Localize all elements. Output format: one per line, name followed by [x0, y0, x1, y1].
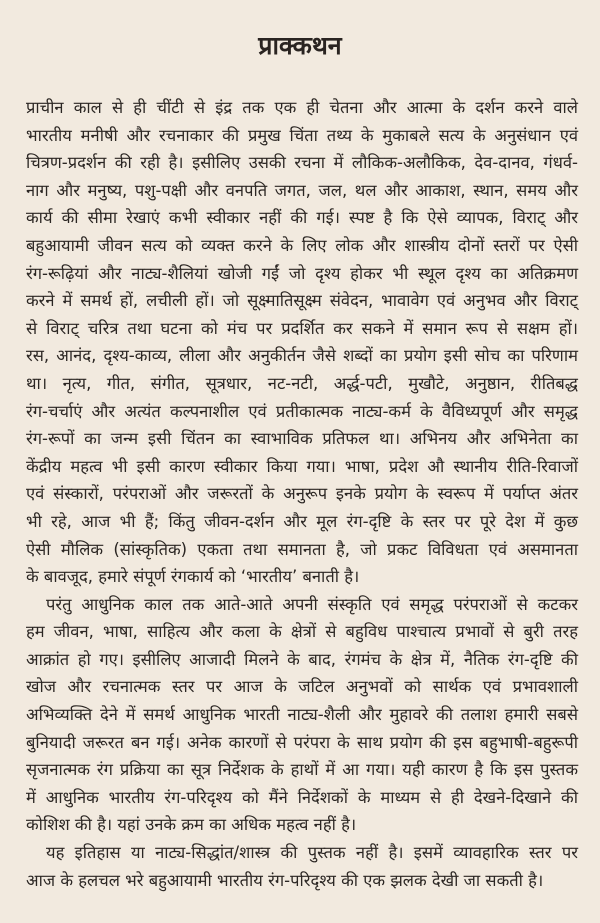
paragraph: [26, 94, 578, 591]
text-line: भी रहे, आज भी हैं; किंतु जीवन-दर्शन और मूल रंग-दृष्टि के स्तर पर पूरे देश में कुछ: [26, 511, 578, 531]
text-line: सृजनात्मक रंग प्रक्रिया का सूत्र निर्देशक के हाथों में आ गया। यही कारण है कि इस पुस्तक: [26, 760, 578, 780]
text-line: रस, आनंद, दृश्य-काव्य, लीला और अनुकीर्तन जैसे शब्दों का प्रयोग इसी सोच का परिणाम: [26, 346, 578, 366]
text-line: नाग और मनुष्य, पशु-पक्षी और वनपति जगत, जल, थल और आकाश, स्थान, समय और: [26, 180, 578, 200]
text-line: एवं संस्कारों, परंपराओं और जरूरतों के अनुरूप इनके प्रयोग के स्वरूप में पर्याप्त अंतर: [26, 484, 578, 504]
paragraph: [26, 591, 578, 839]
text-line: रंग-रूपों का जन्म इसी चिंतन का स्वाभाविक प्रतिफल था। अभिनय और अभिनेता का: [26, 429, 578, 449]
text-line: रंग-रूढ़ियां और नाट्य-शैलियां खोजी गईं जो दृश्य होकर भी स्थूल दृश्य का अतिक्रमण: [26, 263, 578, 283]
text-line: कोशिश की है। यहां उनके क्रम का अधिक महत्व नहीं है।: [26, 815, 357, 835]
text-line: करने में समर्थ हों, लचीली हों। जो सूक्ष्मातिसूक्ष्म संवेदन, भावावेग एवं अनुभव और विराट्: [26, 291, 578, 311]
text-line: खोज और रचनात्मक स्तर पर आज के जटिल अनुभवों को सार्थक एवं प्रभावशाली: [26, 677, 578, 697]
text-line: में आधुनिक भारतीय रंग-परिदृश्य को मैंने निर्देशकों के माध्यम से ही देखने-दिखाने की: [26, 787, 578, 807]
text-line: रंग-चर्चाएं और अत्यंत कल्पनाशील एवं प्रतीकात्मक नाट्य-कर्म के वैविध्यपूर्ण और समृद्ध: [26, 401, 578, 421]
text-line: भारतीय मनीषी और रचनाकार की प्रमुख चिंता तथ्य के मुकाबले सत्य के अनुसंधान एवं: [26, 125, 578, 145]
text-line: बहुआयामी जीवन सत्य को व्यक्त करने के लिए लोक और शास्त्रीय दोनों स्तरों पर ऐसी: [26, 235, 578, 255]
text-line: परंतु आधुनिक काल तक आते-आते अपनी संस्कृति एवं समृद्ध परंपराओं से कटकर: [46, 594, 578, 614]
text-line: आज के हलचल भरे बहुआयामी भारतीय रंग-परिदृश्य की एक झलक देखी जा सकती है।: [26, 870, 544, 890]
text-line: हम जीवन, भाषा, साहित्य और कला के क्षेत्रों से बहुविध पाश्चात्य प्रभावों से बुरी तरह: [26, 622, 578, 642]
text-line: ऐसी मौलिक (सांस्कृतिक) एकता तथा समानता है, जो प्रकट विविधता एवं असमानता: [26, 539, 578, 559]
text-line: चित्रण-प्रदर्शन की रही है। इसीलिए उसकी रचना में लौकिक-अलौकिक, देव-दानव, गंधर्व-: [26, 153, 578, 173]
text-line: केंद्रीय महत्व भी इसी कारण स्वीकार किया गया। भाषा, प्रदेश औ स्थानीय रीति-रिवाजों: [26, 456, 578, 476]
text-line: बुनियादी जरूरत बन गई। अनेक कारणों से परंपरा के साथ प्रयोग की इस बहुभाषी-बहुरूपी: [26, 732, 578, 752]
paragraph: [26, 839, 578, 894]
page-title: प्राक्कथन: [258, 31, 342, 60]
text-line: था। नृत्य, गीत, संगीत, सूत्रधार, नट-नटी, अर्द्ध-पटी, मुखौटे, अनुष्ठान, रीतिबद्ध: [26, 373, 578, 393]
text-line: से विराट् चरित्र तथा घटना को मंच पर प्रदर्शित कर सकने में समान रूप से सक्षम हों।: [26, 318, 578, 338]
text-line: आक्रांत हो गए। इसीलिए आजादी मिलने के बाद, रंगमंच के क्षेत्र में, नैतिक रंग-दृष्टि की: [26, 649, 578, 669]
text-line: के बावजूद, हमारे संपूर्ण रंगकार्य को ‘भारतीय’ बनाती है।: [26, 567, 360, 587]
text-line: प्राचीन काल से ही चींटी से इंद्र तक एक ही चेतना और आत्मा के दर्शन करने वाले: [26, 98, 578, 117]
text-line: यह इतिहास या नाट्य-सिद्धांत/शास्त्र की पुस्तक नहीं है। इसमें व्यावहारिक स्तर पर: [46, 843, 578, 863]
body-text: [26, 94, 578, 894]
text-line: कार्य की सीमा रेखाएं कभी स्वीकार नहीं की गई। स्पष्ट है कि ऐसे व्यापक, विराट् और: [26, 208, 578, 228]
text-line: अभिव्यक्ति देने में समर्थ आधुनिक भारती नाट्य-शैली और मुहावरे की तलाश हमारी सबसे: [26, 705, 578, 725]
